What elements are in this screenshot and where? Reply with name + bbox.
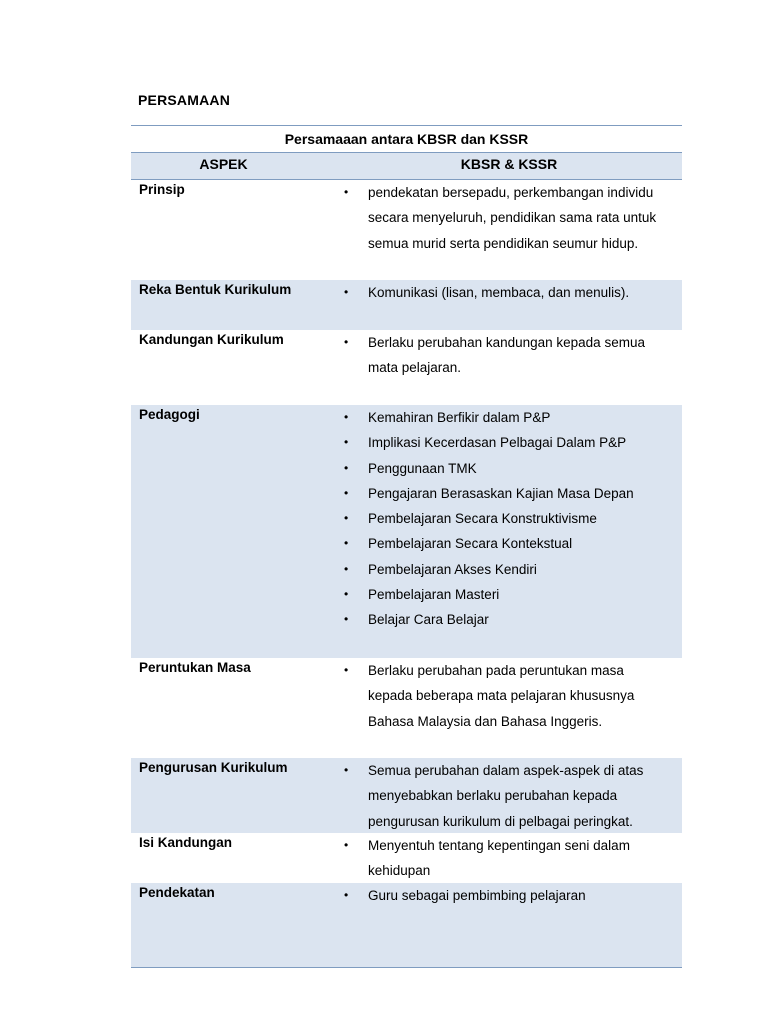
table-row bbox=[131, 833, 682, 883]
list-item: • Belajar Cara Belajar bbox=[336, 607, 682, 632]
list-item: • Pembelajaran Secara Konstruktivisme bbox=[336, 506, 682, 531]
list-item: • Menyentuh tentang kepentingan seni dalam kehidupan bbox=[336, 833, 682, 884]
list-item: • Pembelajaran Akses Kendiri bbox=[336, 557, 682, 582]
table-row bbox=[131, 280, 682, 330]
bullet-icon: • bbox=[344, 536, 349, 551]
bullet-icon: • bbox=[344, 561, 349, 576]
table-header-row bbox=[131, 153, 682, 180]
table-row bbox=[131, 758, 682, 833]
list-item: • pendekatan bersepadu, perkembangan individu secara menyeluruh, pendidikan sama rata untuk semua murid serta pendidikan seumur hidup. bbox=[336, 180, 682, 256]
bullet-icon: • bbox=[344, 335, 349, 349]
list-item: • Semua perubahan dalam aspek-aspek di atas menyebabkan berlaku perubahan kepada pengurusan kurikulum di pelbagai peringkat. bbox=[336, 758, 682, 834]
bullet-icon: • bbox=[344, 511, 349, 526]
table-row bbox=[131, 330, 682, 405]
table-row bbox=[131, 405, 682, 658]
bullet-icon: • bbox=[344, 838, 349, 852]
table-row bbox=[131, 658, 682, 758]
bullet-icon: • bbox=[344, 612, 349, 627]
table-row bbox=[131, 180, 682, 280]
row-items bbox=[336, 658, 682, 758]
row-aspect: Peruntukan Masa bbox=[139, 660, 251, 675]
table-row bbox=[131, 883, 682, 967]
row-items bbox=[336, 280, 682, 330]
row-aspect: Pengurusan Kurikulum bbox=[139, 760, 288, 775]
row-items bbox=[336, 330, 682, 405]
list-item: • Implikasi Kecerdasan Pelbagai Dalam P&P bbox=[336, 430, 682, 455]
bullet-icon: • bbox=[344, 185, 349, 199]
row-aspect: Pendekatan bbox=[139, 885, 215, 900]
bullet-icon: • bbox=[344, 410, 349, 424]
bullet-icon: • bbox=[344, 460, 349, 475]
row-items bbox=[336, 883, 682, 967]
row-items bbox=[336, 180, 682, 280]
comparison-table bbox=[131, 125, 682, 968]
table-caption: Persamaaan antara KBSR dan KSSR bbox=[131, 126, 682, 153]
row-aspect: Reka Bentuk Kurikulum bbox=[139, 282, 292, 297]
column-header-kbsr-kssr: KBSR & KSSR bbox=[460, 156, 558, 172]
list-item: • Pengajaran Berasaskan Kajian Masa Depan bbox=[336, 481, 682, 506]
row-aspect: Kandungan Kurikulum bbox=[139, 332, 284, 347]
list-item: • Guru sebagai pembimbing pelajaran bbox=[336, 883, 682, 908]
bullet-icon: • bbox=[344, 285, 349, 299]
list-item: • Penggunaan TMK bbox=[336, 456, 682, 481]
list-item: • Pembelajaran Secara Kontekstual bbox=[336, 531, 682, 556]
bullet-icon: • bbox=[344, 763, 349, 777]
bullet-icon: • bbox=[344, 485, 349, 500]
row-items bbox=[336, 405, 682, 658]
bullet-icon: • bbox=[344, 587, 349, 602]
row-aspect: Prinsip bbox=[139, 182, 185, 197]
column-header-aspek: ASPEK bbox=[199, 156, 248, 172]
row-items bbox=[336, 758, 682, 833]
bullet-icon: • bbox=[344, 663, 349, 677]
list-item: • Berlaku perubahan pada peruntukan masa kepada beberapa mata pelajaran khususnya Bahasa Malaysia dan Bahasa Inggeris. bbox=[336, 658, 682, 734]
list-item: • Kemahiran Berfikir dalam P&P bbox=[336, 405, 682, 430]
page-heading: PERSAMAAN bbox=[138, 92, 231, 108]
row-aspect: Pedagogi bbox=[139, 407, 200, 422]
list-item: • Komunikasi (lisan, membaca, dan menulis). bbox=[336, 280, 682, 305]
row-aspect: Isi Kandungan bbox=[139, 835, 233, 850]
bullet-icon: • bbox=[344, 888, 349, 902]
bullet-icon: • bbox=[344, 435, 349, 450]
list-item: • Pembelajaran Masteri bbox=[336, 582, 682, 607]
row-items bbox=[336, 833, 682, 883]
list-item: • Berlaku perubahan kandungan kepada semua mata pelajaran. bbox=[336, 330, 682, 381]
